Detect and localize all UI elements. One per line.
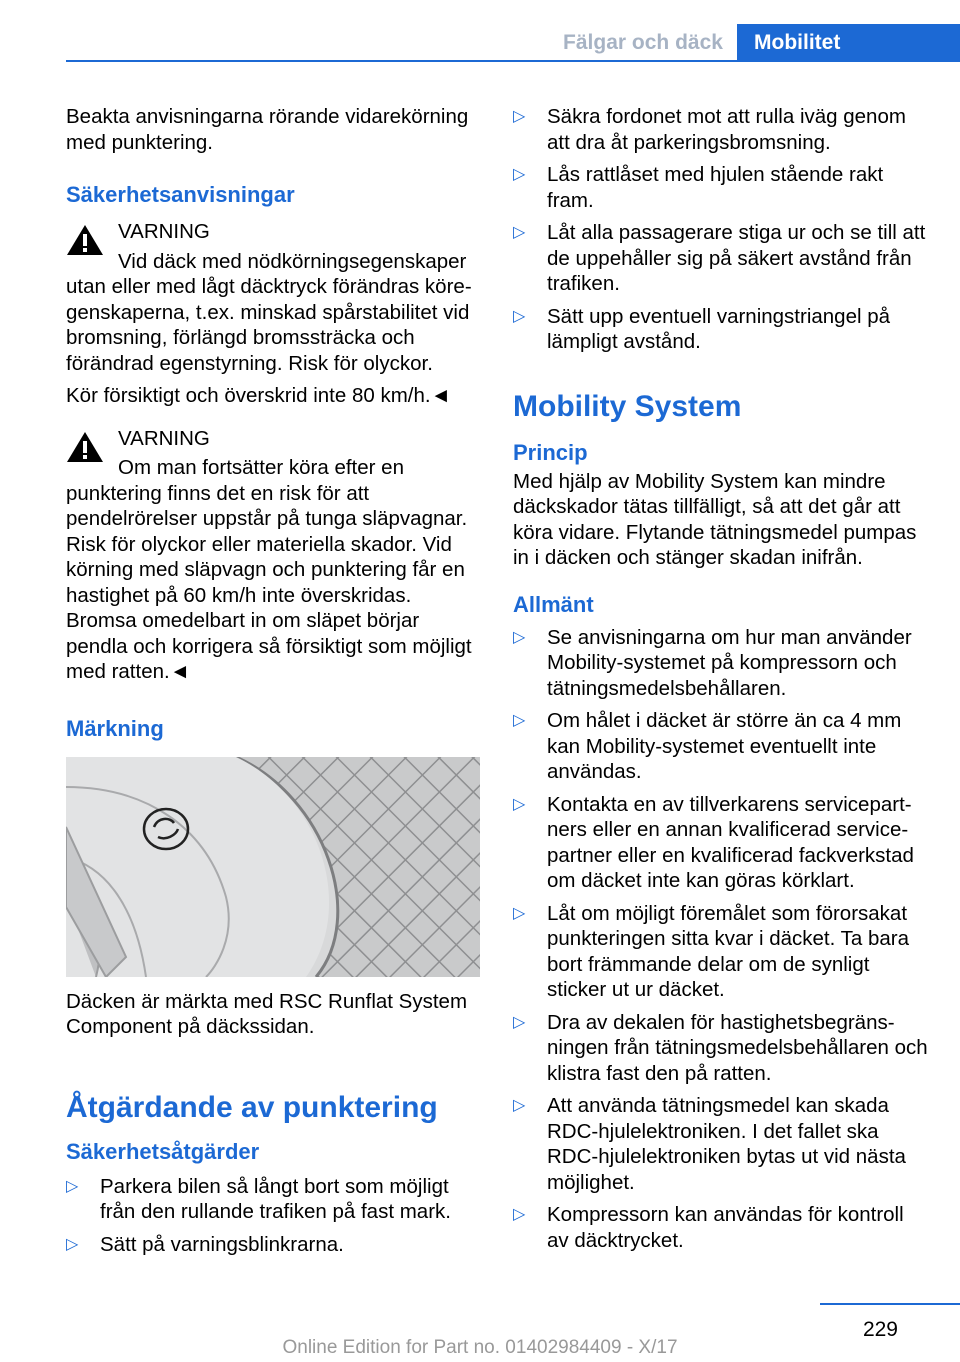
- triangle-right-icon: ▷: [513, 224, 526, 241]
- warning-triangle-icon: [66, 430, 104, 464]
- warning-2-title: VARNING: [118, 426, 210, 450]
- list-item: ▷ Låt om möjligt föremålet som förorsakat punkteringen sitta kvar i däcket. Ta bara bort främmande delar om de synligt sticker ut ur däcket.: [513, 901, 909, 1001]
- triangle-right-icon: ▷: [513, 166, 526, 183]
- triangle-right-icon: ▷: [513, 1206, 526, 1223]
- general-heading: Allmänt: [513, 591, 594, 617]
- image-caption: Däcken är märkta med RSC Runflat System Component på däckssidan.: [66, 989, 468, 1038]
- list-item: ▷ Lås rattlåset med hjulen stående rakt fram.: [513, 163, 884, 212]
- safety-measures-list-continued: [513, 104, 928, 355]
- list-item: ▷ Kompressorn kan användas för kontroll av däcktrycket.: [513, 1203, 904, 1252]
- general-list: [513, 625, 928, 1254]
- triangle-right-icon: ▷: [66, 1177, 79, 1195]
- list-item: ▷ Kontakta en av tillverkarens servicepartners eller en annan kvalificerad servicepartner eller en kvalificerad fackverkstad om däcket inte kan göras körklart.: [513, 792, 914, 892]
- list-item: ▷ Om hålet i däcket är större än ca 4 mm kan Mobility-systemet eventuellt inte användas.: [513, 709, 902, 783]
- triangle-right-icon: ▷: [513, 904, 526, 922]
- triangle-right-icon: ▷: [513, 1013, 526, 1031]
- triangle-right-icon: ▷: [513, 1097, 526, 1114]
- triangle-right-icon: ▷: [513, 108, 526, 125]
- list-item: ▷ Parkera bilen så långt bort som möjligt från den rullande trafiken på fast mark.: [66, 1174, 451, 1223]
- list-item: ▷ Dra av dekalen för hastighetsbegränsningen från tätningsmedelsbehållaren och klistra fast den på ratten.: [513, 1010, 928, 1085]
- warning-triangle-icon: [66, 223, 104, 257]
- triangle-right-icon: ▷: [513, 307, 526, 325]
- page-number: 229: [862, 1318, 898, 1341]
- header-divider: [66, 60, 960, 62]
- safety-heading: Säkerhetsanvisningar: [66, 182, 295, 207]
- warning-1-end: Kör försiktigt och överskrid inte 80 km/h.◄: [66, 384, 451, 407]
- tab-mobility[interactable]: Mobilitet: [737, 24, 960, 62]
- list-item: ▷ Sätt upp eventuell varningstriangel på lämpligt avstånd.: [513, 304, 891, 353]
- list-item: ▷ Sätt på varningsblinkrarna.: [66, 1232, 344, 1256]
- list-item: ▷ Låt alla passagerare stiga ur och se till att de uppehåller sig på säkert avstånd från trafiken.: [513, 221, 926, 295]
- list-item: ▷ Att använda tätningsmedel kan skada RDC-hjulelektroniken. I det fallet ska RDC-hjulelektroniken bytas ut vid nästa möjlighet.: [513, 1094, 906, 1194]
- left-column: [66, 104, 478, 1264]
- triangle-right-icon: ▷: [513, 712, 526, 729]
- safety-measures-heading: Säkerhetsåtgärder: [66, 1138, 260, 1164]
- safety-measures-list: [66, 1174, 478, 1258]
- warning-block-1: [66, 219, 478, 409]
- marking-heading: Märkning: [66, 715, 164, 741]
- list-item: ▷ Se anvisningarna om hur man använder Mobility-systemet på kompressorn och tätningsmedelsbehållaren.: [513, 625, 912, 700]
- triangle-right-icon: ▷: [66, 1235, 79, 1253]
- principle-heading: Princip: [513, 439, 588, 465]
- right-column: [513, 104, 928, 1260]
- warning-1-title: VARNING: [118, 220, 210, 243]
- warning-1-text: Vid däck med nödkörningsegenskaper utan eller med lågt däcktryck förändras köregenskaperna, t.ex. minskad spårstabilitet vid bromsning, förlängd bromssträcka och förändrad egenstyrning. Risk för olyckor.: [66, 249, 472, 375]
- section-title-puncture: Åtgärdande av punktering: [66, 1090, 438, 1124]
- tab-rims-and-tires[interactable]: Fälgar och däck: [563, 31, 723, 54]
- page-header: [0, 0, 960, 62]
- list-item: ▷ Säkra fordonet mot att rulla iväg genom att dra åt parkeringsbromsning.: [513, 105, 906, 154]
- principle-text: Med hjälp av Mobility System kan mindre däckskador tätas tillfälligt, så att det går att köra vidare. Flytande tätningsmedel pumpas in i däcken och stänger skadan inifrån.: [513, 469, 917, 569]
- warning-block-2: [66, 426, 478, 685]
- warning-2-text: Om man fortsätter köra efter en punktering finns det en risk för att pendelrörelser uppstår på tunga släpvagnar. Risk för olyckor eller materiella skador. Vid körning med släpvagn och punktering får en hastighet på 60 km/h inte överskridas. Bromsa omedelbart in om släpet börjar pendla och korrigera så försiktigt som möjligt med ratten.◄: [66, 456, 472, 683]
- triangle-right-icon: ▷: [513, 795, 526, 813]
- edition-footer: Online Edition for Part no. 01402984409 - X/17: [282, 1337, 678, 1358]
- tire-sidewall-image: [66, 757, 480, 977]
- intro-text: Beakta anvisningarna rörande vidarekörning med punktering.: [66, 105, 469, 154]
- section-title-mobility-system: Mobility System: [513, 389, 742, 423]
- footer-divider: [820, 1303, 960, 1305]
- triangle-right-icon: ▷: [513, 628, 526, 646]
